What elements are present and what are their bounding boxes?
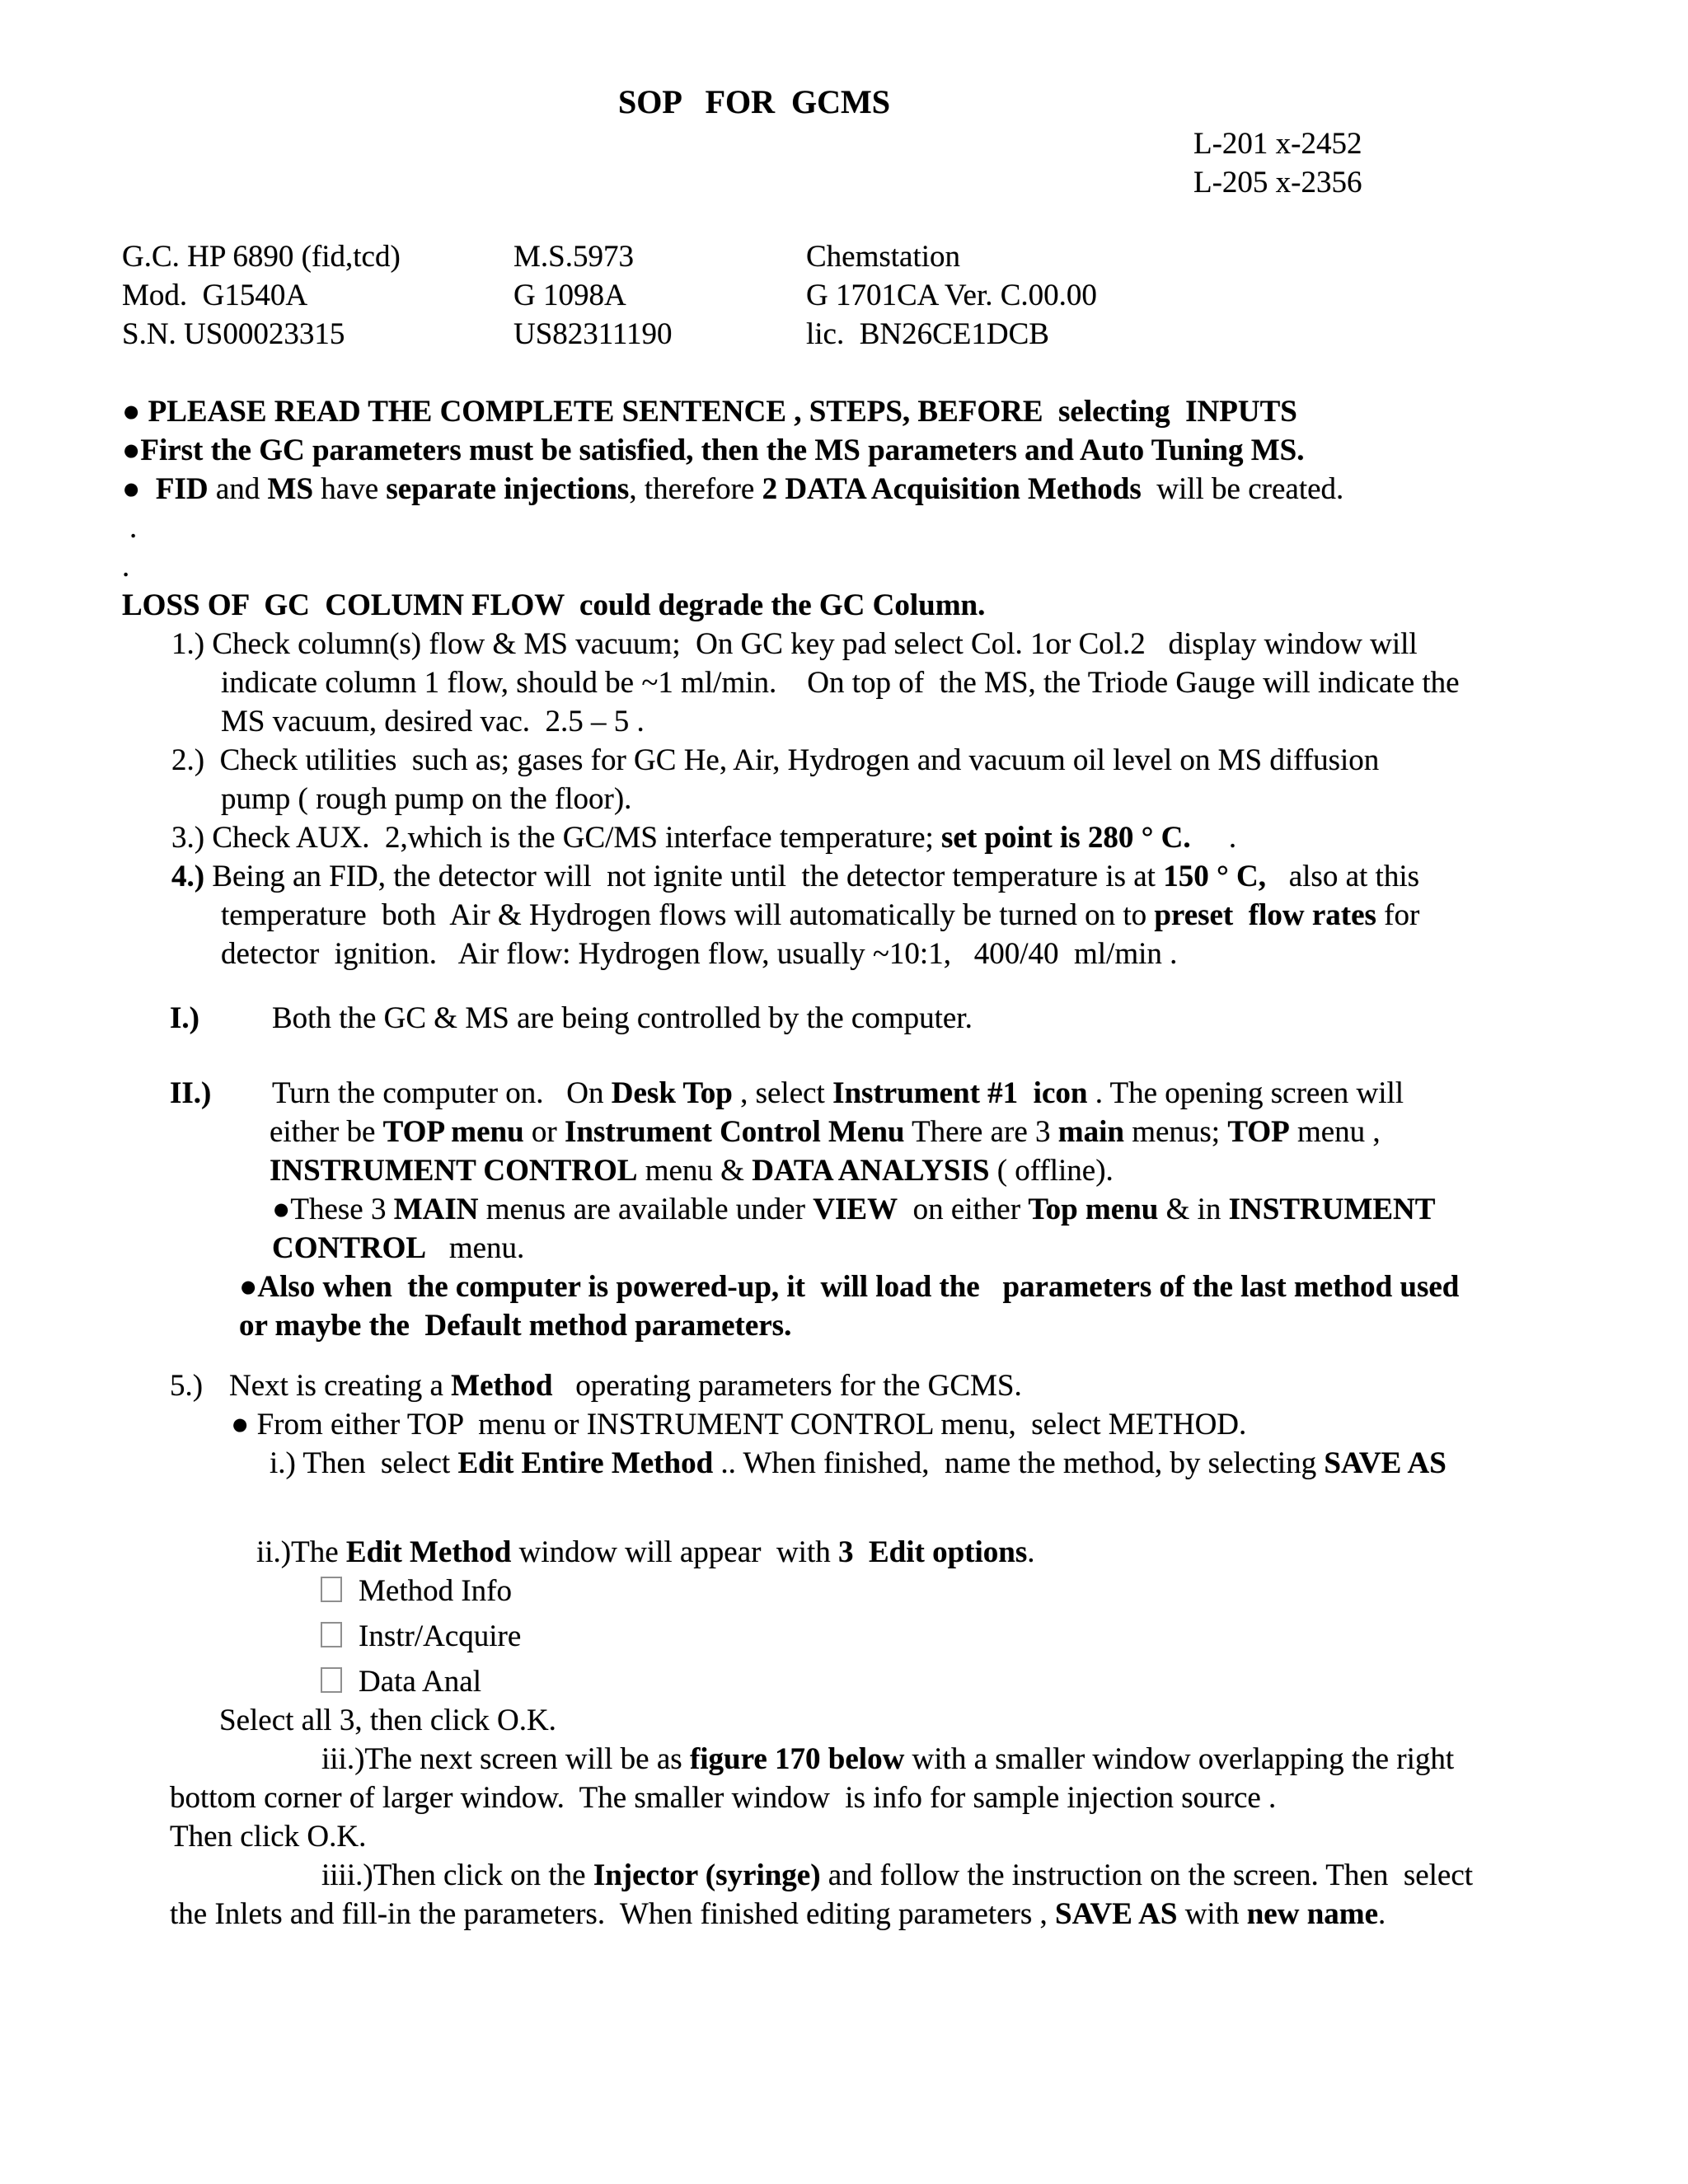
- roman-1-number: I.): [170, 1001, 199, 1035]
- text-run: Turn the computer on. On: [272, 1076, 612, 1110]
- equipment-sw-version: G 1701CA Ver. C.00.00: [806, 279, 1097, 312]
- checkbox-label: Instr/Acquire: [359, 1619, 522, 1653]
- roman-2-number: II.): [170, 1076, 212, 1110]
- text-run: SAVE AS: [1055, 1897, 1178, 1931]
- text-run: Top menu: [1028, 1193, 1159, 1226]
- text-run: and follow the instruction on the screen. Then select: [820, 1858, 1474, 1892]
- equipment-col-ms: [513, 237, 806, 354]
- text-run: on either: [898, 1193, 1029, 1226]
- text-run: have: [313, 472, 387, 506]
- equipment-gc-serial: S.N. US00023315: [122, 317, 345, 351]
- step-5-number: 5.): [170, 1369, 204, 1403]
- text-run: iii.)The next screen will be as: [321, 1742, 690, 1776]
- doc-codes: [1193, 124, 1688, 202]
- equipment-sw-license: lic. BN26CE1DCB: [806, 317, 1049, 351]
- item-roman-2-line-2: [270, 1113, 1688, 1151]
- document-title: SOP FOR GCMS: [618, 83, 891, 120]
- bullet-select-method: ● From either TOP menu or INSTRUMENT CONTROL menu, select METHOD.: [231, 1408, 1247, 1441]
- text-run: 150 ° C,: [1163, 860, 1266, 893]
- step-1-line-2: indicate column 1 flow, should be ~1 ml/min. On top of the MS, the Triode Gauge will indicate the: [221, 666, 1460, 700]
- text-run: Instrument #1 icon: [832, 1076, 1088, 1110]
- step-4-line-2: [221, 896, 1688, 935]
- equipment-ms-mod: G 1098A: [513, 279, 626, 312]
- text-run: main: [1057, 1115, 1124, 1149]
- text-run: FID: [155, 472, 209, 506]
- text-run: Next is creating a: [229, 1369, 452, 1403]
- text-run: temperature both Air & Hydrogen flows will automatically be turned on to: [221, 898, 1155, 932]
- text-run: Instrument Control Menu: [564, 1115, 905, 1149]
- substep-ii-line: [256, 1533, 1688, 1572]
- text-run: iiii.)Then click on the: [321, 1858, 593, 1892]
- checkbox-label: Data Anal: [359, 1665, 481, 1699]
- text-run: .: [1378, 1897, 1386, 1931]
- text-run: SAVE AS: [1324, 1446, 1447, 1480]
- text-run: new name: [1246, 1897, 1379, 1931]
- text-run: . The opening screen will: [1087, 1076, 1404, 1110]
- substep-iii-line-3: Then click O.K.: [170, 1820, 367, 1854]
- text-run: Edit Method: [345, 1535, 512, 1569]
- step-3-line: [171, 818, 1688, 857]
- text-run: window will appear with: [511, 1535, 838, 1569]
- notice-read-complete: ● PLEASE READ THE COMPLETE SENTENCE , STEPS, BEFORE selecting INPUTS: [122, 395, 1297, 429]
- equipment-col-gc: [122, 237, 513, 354]
- notice-gc-first: ●First the GC parameters must be satisfied, then the MS parameters and Auto Tuning MS.: [122, 434, 1305, 467]
- text-run: and: [208, 472, 268, 506]
- text-run: operating parameters for the GCMS.: [552, 1369, 1022, 1403]
- equipment-info-table: [122, 237, 1688, 354]
- text-run: INSTRUMENT CONTROL: [270, 1154, 638, 1188]
- equipment-sw-name: Chemstation: [806, 240, 961, 274]
- text-run: ( offline).: [989, 1154, 1114, 1188]
- text-run: either be: [270, 1115, 383, 1149]
- text-run: .: [1027, 1535, 1035, 1569]
- text-run: Desk Top: [611, 1076, 733, 1110]
- stray-period-1: .: [129, 511, 138, 545]
- text-run: menu ,: [1289, 1115, 1381, 1149]
- checkbox-label: Method Info: [359, 1574, 512, 1608]
- step-2-line-2: pump ( rough pump on the floor).: [221, 782, 632, 816]
- text-run: MS: [267, 472, 314, 506]
- text-run: the Inlets and fill-in the parameters. When finished editing parameters ,: [170, 1897, 1056, 1931]
- text-run: Injector (syringe): [593, 1858, 821, 1892]
- text-run: MAIN: [393, 1193, 479, 1226]
- step-2-line-1: 2.) Check utilities such as; gases for GC He, Air, Hydrogen and vacuum oil level on MS diffusion: [171, 743, 1380, 777]
- text-run: separate injections: [386, 472, 630, 506]
- checkbox-icon: [321, 1667, 342, 1693]
- doc-code-2: L-205 x-2356: [1193, 166, 1362, 199]
- text-run: i.) Then select: [270, 1446, 458, 1480]
- text-run: Both the GC & MS are being controlled by the computer.: [272, 1001, 973, 1035]
- text-run: with a smaller window overlapping the right: [904, 1742, 1455, 1776]
- text-run: .: [1190, 821, 1237, 855]
- checkbox-icon: [321, 1622, 342, 1647]
- note-powerup-load-line-2: or maybe the Default method parameters.: [239, 1309, 792, 1343]
- text-run: , therefore: [629, 472, 762, 506]
- text-run: TOP menu: [382, 1115, 524, 1149]
- substep-iii-line-2: bottom corner of larger window. The smaller window is info for sample injection source .: [170, 1781, 1277, 1815]
- section-heading-loss-of-flow: LOSS OF GC COLUMN FLOW could degrade the GC Column.: [122, 588, 986, 622]
- text-run: for: [1376, 898, 1420, 932]
- text-run: ●: [122, 472, 156, 506]
- text-run: 3 Edit options: [838, 1535, 1028, 1569]
- substep-i-line: [270, 1444, 1688, 1483]
- text-run: & in: [1158, 1193, 1229, 1226]
- text-run: DATA ANALYSIS: [752, 1154, 990, 1188]
- text-run: There are 3: [904, 1115, 1058, 1149]
- step-5-line: [170, 1366, 1688, 1405]
- text-run: or: [523, 1115, 565, 1149]
- checkbox-data-anal: [321, 1662, 1688, 1701]
- text-run: CONTROL: [272, 1231, 427, 1265]
- text-run: .. When finished, name the method, by selecting: [713, 1446, 1325, 1480]
- step-1-line-3: MS vacuum, desired vac. 2.5 – 5 .: [221, 705, 645, 738]
- item-roman-2-line-3: [270, 1151, 1688, 1190]
- substep-iii-line-1: [321, 1740, 1688, 1779]
- note-three-main-menus-line-2: [272, 1229, 1688, 1268]
- step-1-line-1: 1.) Check column(s) flow & MS vacuum; On GC key pad select Col. 1or Col.2 display window will: [171, 627, 1418, 661]
- checkbox-method-info: [321, 1572, 1688, 1610]
- text-run: preset flow rates: [1154, 898, 1376, 932]
- note-powerup-load-line-1: ●Also when the computer is powered-up, it will load the parameters of the last method used: [239, 1270, 1460, 1304]
- substep-iiii-line-1: [321, 1856, 1688, 1895]
- text-run: menus;: [1123, 1115, 1228, 1149]
- text-run: with: [1177, 1897, 1247, 1931]
- equipment-ms-model: M.S.5973: [513, 240, 634, 274]
- text-run: figure 170 below: [689, 1742, 905, 1776]
- text-run: 4.): [171, 860, 205, 893]
- text-run: INSTRUMENT: [1228, 1193, 1436, 1226]
- text-run: Method: [451, 1369, 553, 1403]
- text-run: VIEW: [813, 1193, 898, 1226]
- text-run: menus are available under: [478, 1193, 814, 1226]
- doc-code-1: L-201 x-2452: [1193, 127, 1362, 161]
- item-roman-1: [170, 999, 1688, 1038]
- text-run: 3.) Check AUX. 2,which is the GC/MS interface temperature;: [171, 821, 942, 855]
- notice-separate-injections: [122, 470, 1688, 509]
- text-run: will be created.: [1141, 472, 1344, 506]
- document-content: [122, 0, 1688, 1933]
- text-run: Being an FID, the detector will not ignite until the detector temperature is at: [204, 860, 1164, 893]
- item-roman-2-line-1: [170, 1074, 1688, 1113]
- equipment-col-software: [806, 237, 1688, 354]
- equipment-ms-serial: US82311190: [513, 317, 673, 351]
- text-run: ●These 3: [272, 1193, 394, 1226]
- text-run: , select: [732, 1076, 833, 1110]
- text-run: TOP: [1227, 1115, 1290, 1149]
- text-run: menu &: [637, 1154, 753, 1188]
- text-run: Edit Entire Method: [457, 1446, 714, 1480]
- note-three-main-menus-line-1: [272, 1190, 1688, 1229]
- equipment-gc-model: G.C. HP 6890 (fid,tcd): [122, 240, 401, 274]
- select-all-instruction: Select all 3, then click O.K.: [219, 1704, 556, 1737]
- stray-period-2: .: [122, 550, 130, 583]
- text-run: also at this: [1265, 860, 1419, 893]
- checkbox-instr-acquire: [321, 1617, 1688, 1656]
- step-4-line-1: [171, 857, 1688, 896]
- text-run: ii.)The: [256, 1535, 346, 1569]
- checkbox-icon: [321, 1577, 342, 1602]
- step-4-line-3: detector ignition. Air flow: Hydrogen flow, usually ~10:1, 400/40 ml/min .: [221, 937, 1178, 971]
- text-run: set point is 280 ° C.: [941, 821, 1191, 855]
- substep-iiii-line-2: [170, 1895, 1688, 1933]
- text-run: 2 DATA Acquisition Methods: [762, 472, 1142, 506]
- equipment-gc-mod: Mod. G1540A: [122, 279, 308, 312]
- text-run: menu.: [426, 1231, 525, 1265]
